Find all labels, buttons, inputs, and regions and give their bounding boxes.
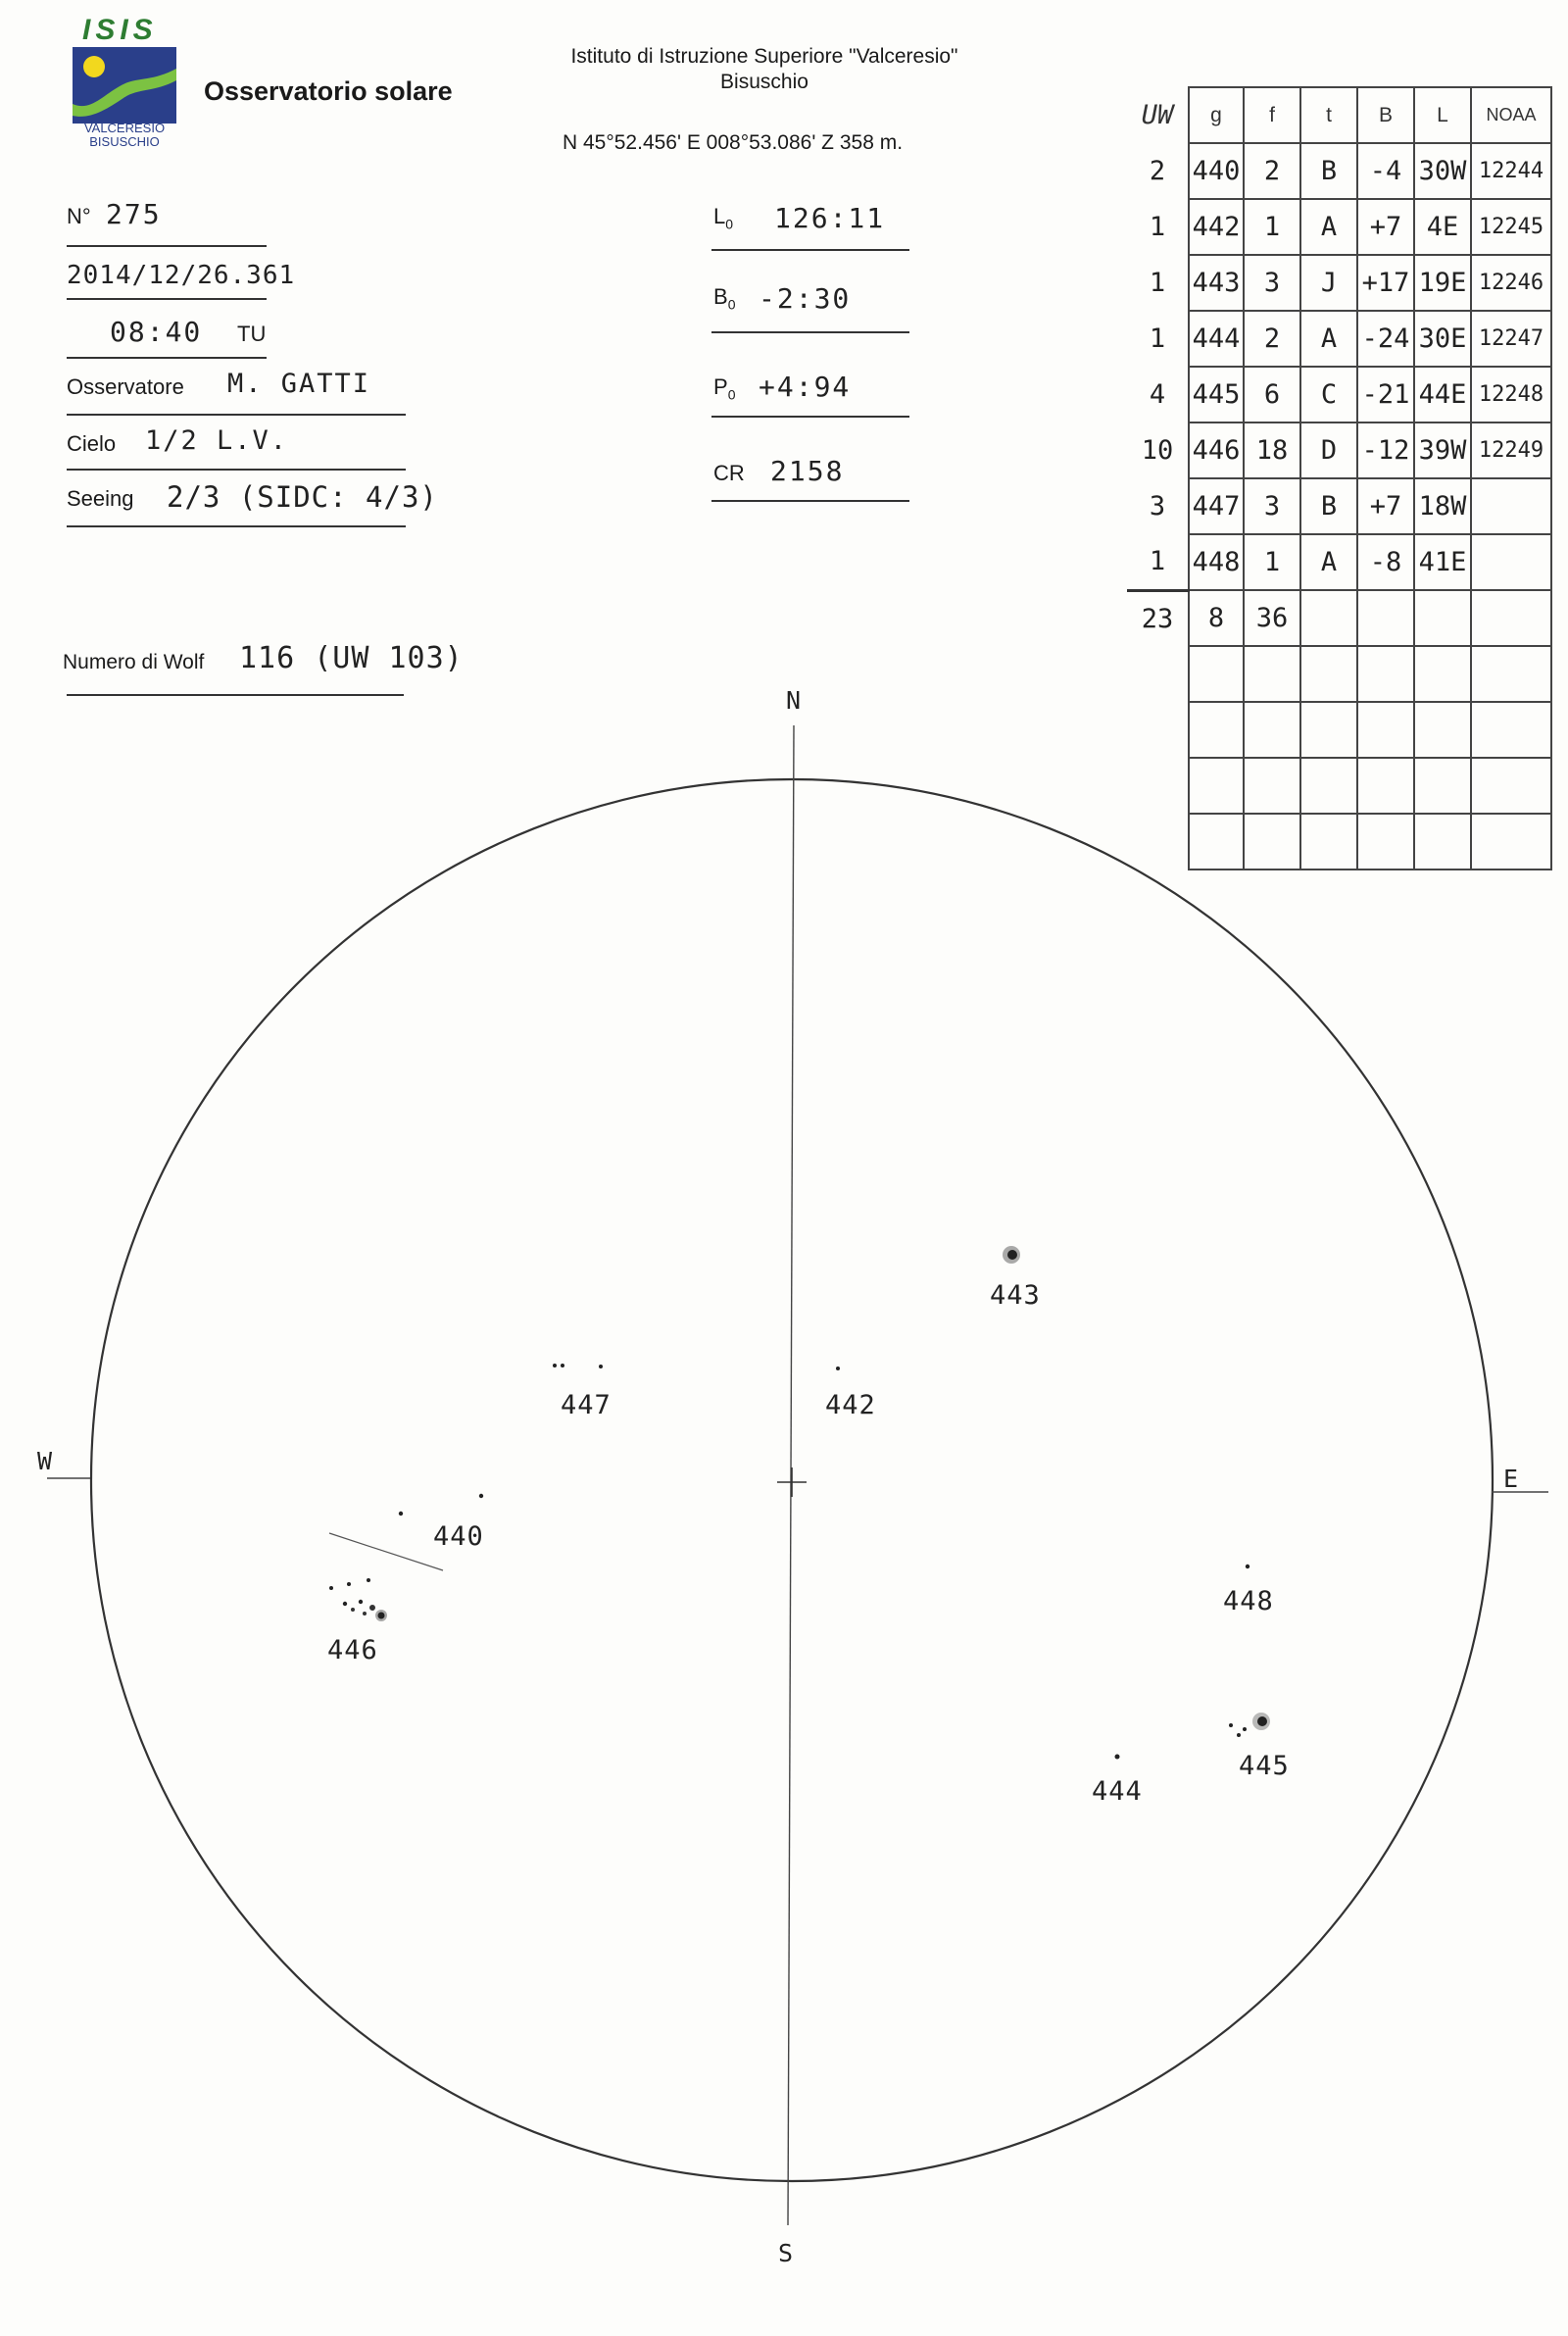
cr-value: 2158 (770, 455, 845, 487)
table-cell: +7 (1357, 199, 1414, 255)
table-cell: 44E (1414, 367, 1471, 422)
number-label: N° (67, 204, 91, 228)
table-cell: 1 (1244, 199, 1300, 255)
table-cell: 1 (1244, 534, 1300, 590)
table-cell: -4 (1357, 143, 1414, 199)
institute-town: Bisuschio (720, 71, 808, 93)
group-label-448: 448 (1223, 1586, 1274, 1616)
group-label-445: 445 (1239, 1751, 1290, 1781)
table-cell: 36 (1244, 590, 1300, 646)
table-cell: 1 (1149, 268, 1166, 298)
table-cell: 4E (1414, 199, 1471, 255)
table-cell: 18W (1414, 478, 1471, 534)
seeing-value: 2/3 (SIDC: 4/3) (167, 480, 438, 514)
observer-name: M. GATTI (227, 369, 371, 399)
north-south-axis (788, 725, 794, 2225)
logo-wordmark: ISIS (82, 14, 158, 46)
sky-value: 1/2 L.V. (145, 425, 289, 456)
table-cell: J (1300, 255, 1357, 311)
group-label-443: 443 (990, 1280, 1041, 1311)
table-cell: 444 (1189, 311, 1244, 367)
sunspot-group-445 (1229, 1713, 1270, 1737)
table-cell: 12247 (1471, 311, 1551, 367)
page-title: Osservatorio solare (204, 76, 453, 106)
table-cell: -8 (1357, 534, 1414, 590)
table-cell: 23 (1127, 590, 1189, 646)
table-cell: 10 (1141, 435, 1174, 466)
wolf-number-label: Numero di Wolf (63, 651, 205, 673)
observation-date: 2014/12/26.361 (67, 261, 296, 290)
sunspot-group-440 (399, 1494, 483, 1516)
observation-time: 08:40 (110, 316, 203, 348)
group-440-axis-line (329, 1533, 443, 1570)
l0-label: $L_0$ (713, 204, 734, 232)
cr-label: CR (713, 461, 745, 485)
seeing-label: Seeing (67, 486, 134, 511)
l0-value: 126:11 (774, 202, 886, 234)
table-cell: -24 (1357, 311, 1414, 367)
p0-value: +4:94 (759, 371, 852, 403)
table-cell: 12245 (1471, 199, 1551, 255)
east-label: E (1503, 1465, 1519, 1493)
table-cell: 39W (1414, 422, 1471, 478)
table-cell: A (1300, 199, 1357, 255)
column-header: g (1189, 87, 1244, 143)
table-cell: 30W (1414, 143, 1471, 199)
table-cell: 1 (1149, 212, 1166, 242)
sunspot-group-448 (1246, 1565, 1250, 1568)
table-cell: 445 (1189, 367, 1244, 422)
table-cell: 6 (1244, 367, 1300, 422)
b0-label: $B_0$ (713, 284, 736, 313)
table-cell: 3 (1149, 491, 1166, 522)
table-cell: 4 (1149, 379, 1166, 410)
table-cell: C (1300, 367, 1357, 422)
sunspot-group-446 (329, 1578, 387, 1621)
table-cell: 446 (1189, 422, 1244, 478)
table-cell: B (1300, 143, 1357, 199)
observer-label: Osservatore (67, 374, 184, 399)
observation-number: 275 (106, 198, 162, 230)
group-label-442: 442 (825, 1390, 876, 1420)
table-cell: 2 (1244, 311, 1300, 367)
table-cell: +17 (1357, 255, 1414, 311)
table-cell: -21 (1357, 367, 1414, 422)
column-header: L (1414, 87, 1471, 143)
p0-label: $P_0$ (713, 374, 736, 403)
table-cell: 41E (1414, 534, 1471, 590)
b0-value: -2:30 (759, 282, 852, 315)
table-cell: 12249 (1471, 422, 1551, 478)
table-cell: 1 (1149, 546, 1166, 577)
sunspot-group-447 (553, 1364, 603, 1368)
table-cell: D (1300, 422, 1357, 478)
group-label-446: 446 (327, 1635, 378, 1665)
sunspot-group-443 (1003, 1246, 1020, 1264)
table-cell: 12244 (1471, 143, 1551, 199)
table-cell: 18 (1244, 422, 1300, 478)
table-cell: 447 (1189, 478, 1244, 534)
column-header: UW (1141, 100, 1174, 130)
west-label: W (37, 1447, 53, 1475)
table-cell: B (1300, 478, 1357, 534)
table-cell: 2 (1244, 143, 1300, 199)
sunspot-group-442 (836, 1367, 840, 1370)
time-unit: TU (237, 322, 267, 346)
logo-caption: VALCERESIO BISUSCHIO (83, 121, 166, 149)
north-label: N (786, 686, 802, 715)
group-label-444: 444 (1092, 1776, 1143, 1807)
table-cell: 442 (1189, 199, 1244, 255)
table-cell: 8 (1189, 590, 1244, 646)
table-cell: 1 (1149, 323, 1166, 354)
group-label-447: 447 (561, 1390, 612, 1420)
table-cell: 448 (1189, 534, 1244, 590)
south-label: S (778, 2239, 794, 2267)
column-header: f (1244, 87, 1300, 143)
sunspot-group-444 (1115, 1755, 1120, 1760)
table-cell: 30E (1414, 311, 1471, 367)
group-label-440: 440 (433, 1521, 484, 1552)
column-header: NOAA (1471, 87, 1551, 143)
table-cell: +7 (1357, 478, 1414, 534)
table-cell: 12246 (1471, 255, 1551, 311)
institute-name: Istituto di Istruzione Superiore "Valceresio" (570, 45, 958, 68)
table-cell: 2 (1149, 156, 1166, 186)
table-cell: 12248 (1471, 367, 1551, 422)
table-cell: -12 (1357, 422, 1414, 478)
table-cell: 440 (1189, 143, 1244, 199)
table-cell: 443 (1189, 255, 1244, 311)
table-cell: 19E (1414, 255, 1471, 311)
table-cell: A (1300, 534, 1357, 590)
table-cell: A (1300, 311, 1357, 367)
wolf-number-value: 116 (UW 103) (239, 641, 464, 675)
column-header: t (1300, 87, 1357, 143)
sky-label: Cielo (67, 431, 117, 456)
table-cell: 3 (1244, 255, 1300, 311)
table-cell: 3 (1244, 478, 1300, 534)
observatory-coordinates: N 45°52.456' E 008°53.086' Z 358 m. (563, 131, 904, 154)
column-header: B (1357, 87, 1414, 143)
